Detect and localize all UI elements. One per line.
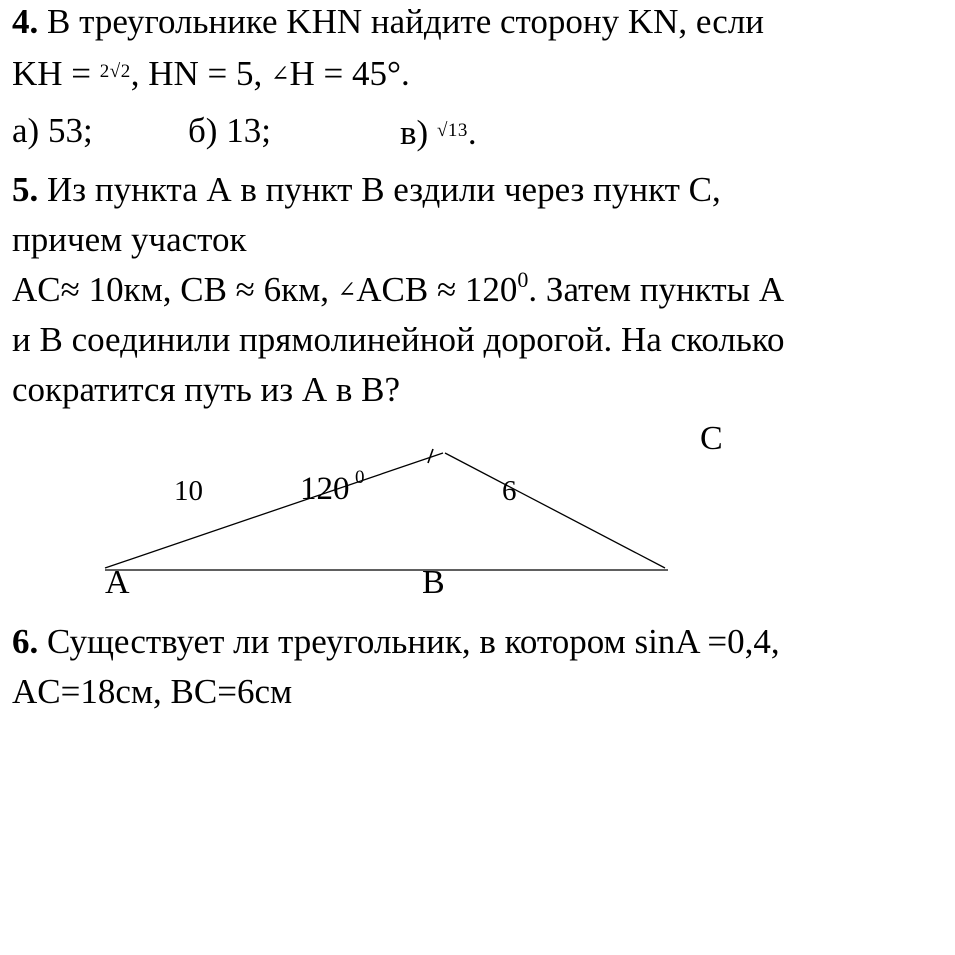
problem4-hn-label: , HN = 5, bbox=[130, 54, 272, 93]
problem4-text-line1: В треугольнике KHN найдите сторону KN, если bbox=[38, 2, 765, 41]
problem4-line1 bbox=[12, 2, 764, 42]
label-c: C bbox=[700, 420, 723, 457]
problem6-line2: AC=18см, BC=6см bbox=[12, 672, 293, 711]
problem5-text-line1: Из пункта А в пункт В ездили через пункт С, bbox=[38, 170, 721, 209]
problem5-line1 bbox=[12, 170, 721, 210]
problem4-number: 4. bbox=[12, 2, 39, 41]
problem5-line4: и В соединили прямолинейной дорогой. На сколько bbox=[12, 320, 785, 359]
problem5-line5: сократится путь из А в В? bbox=[12, 370, 401, 409]
answer-c-end: . bbox=[467, 113, 477, 152]
problem5-angle: ACB ≈ 120 bbox=[356, 270, 518, 309]
answer-c bbox=[400, 111, 477, 153]
kh-value-formula: 2√2 bbox=[99, 61, 131, 82]
problem6-line1 bbox=[12, 622, 780, 662]
label-angle: 120 bbox=[300, 471, 350, 507]
problem5-sides: AC≈ 10км, CB ≈ 6км, bbox=[12, 270, 338, 309]
side-ac-line bbox=[105, 453, 443, 568]
label-angle-sup: 0 bbox=[355, 467, 365, 488]
problem6-number: 6. bbox=[12, 622, 39, 661]
answer-c-label: в) bbox=[400, 113, 437, 152]
problem5-line2: причем участок bbox=[12, 220, 247, 259]
answer-c-formula: √13 bbox=[436, 120, 468, 141]
problem5-line3 bbox=[12, 267, 785, 310]
problem4-angle-value: H = 45°. bbox=[289, 54, 410, 93]
label-a: A bbox=[105, 564, 130, 601]
problem5-degree-sup: 0 bbox=[517, 267, 529, 292]
label-b: B bbox=[422, 564, 445, 601]
problem5-text-line3-end: . Затем пункты А bbox=[528, 270, 785, 309]
answer-a: а) 53; bbox=[12, 111, 93, 150]
angle-icon: ∠ bbox=[337, 277, 357, 302]
label-side-cb: 6 bbox=[502, 475, 517, 507]
label-side-ac: 10 bbox=[174, 475, 203, 507]
problem6-text-line1: Существует ли треугольник, в котором sinA =0,4, bbox=[38, 622, 780, 661]
angle-icon: ∠ bbox=[271, 61, 290, 86]
side-cb-line bbox=[445, 453, 665, 568]
problem4-kh-label: KH = bbox=[12, 54, 100, 93]
answer-b: б) 13; bbox=[188, 111, 271, 150]
triangle-diagram bbox=[0, 410, 955, 610]
problem4-line2 bbox=[12, 52, 410, 94]
problem5-number: 5. bbox=[12, 170, 39, 209]
